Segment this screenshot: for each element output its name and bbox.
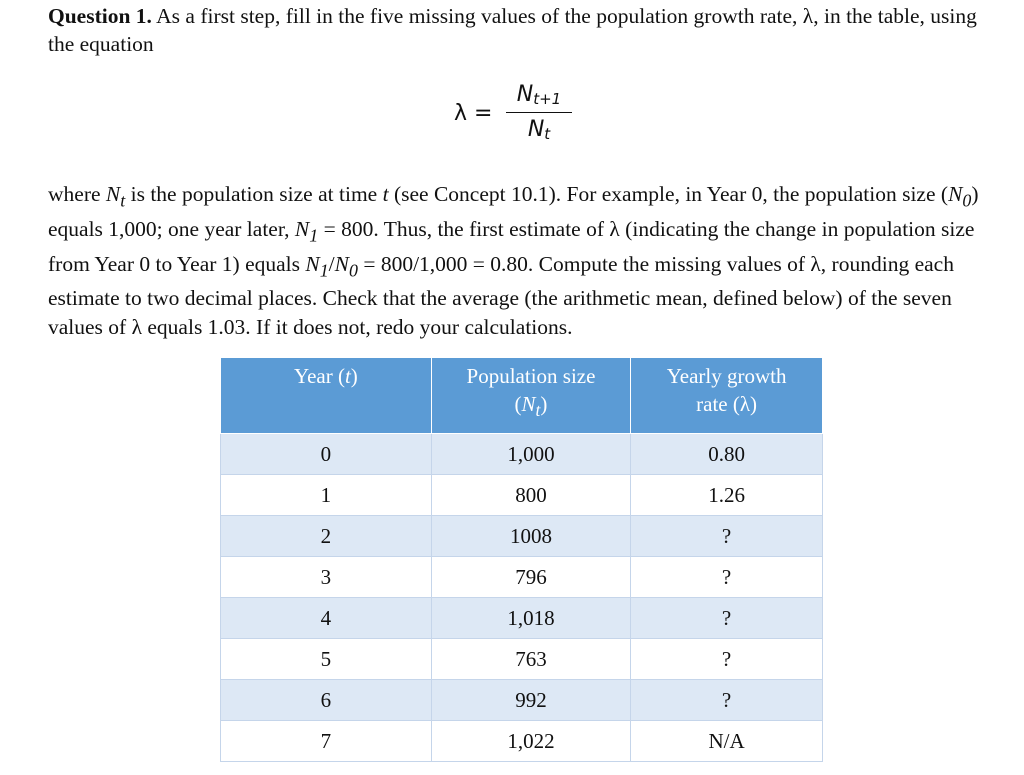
numerator-subscript: t+1 xyxy=(533,90,562,108)
cell-population: 1,018 xyxy=(431,598,630,639)
header-year-label: Year ( xyxy=(294,364,345,388)
cell-year: 2 xyxy=(221,516,432,557)
cell-year: 3 xyxy=(221,557,432,598)
var-n1-subscript: 1 xyxy=(309,225,319,246)
header-rate-line2: rate (λ) xyxy=(696,392,758,416)
population-table xyxy=(220,357,823,762)
cell-rate: ? xyxy=(631,516,823,557)
table-row xyxy=(221,434,823,475)
equation-fraction xyxy=(504,78,574,147)
cell-rate: 1.26 xyxy=(631,475,823,516)
question-heading xyxy=(48,2,1008,58)
cell-population: 1008 xyxy=(431,516,630,557)
table-row xyxy=(221,721,823,762)
equation-lhs: λ = xyxy=(454,101,493,126)
header-year-close: ) xyxy=(350,364,358,388)
text-span: is the population size at time xyxy=(125,182,383,206)
cell-population: 1,022 xyxy=(431,721,630,762)
cell-year: 7 xyxy=(221,721,432,762)
cell-rate: ? xyxy=(631,598,823,639)
cell-rate: ? xyxy=(631,557,823,598)
question-label: Question 1. xyxy=(48,4,152,28)
table-row xyxy=(221,475,823,516)
lambda-equation xyxy=(454,78,584,158)
table-header-row xyxy=(221,358,823,434)
denominator-subscript: t xyxy=(544,125,551,143)
text-span: = 800. Thus, the first estimate of λ (indicating the change in population size from Year 0 to Year 1) equals xyxy=(48,216,975,276)
header-pop-open: ( xyxy=(514,392,522,416)
header-growth-rate xyxy=(631,358,823,434)
header-pop-close: ) xyxy=(540,392,548,416)
var-n0: N xyxy=(948,182,963,206)
cell-population: 1,000 xyxy=(431,434,630,475)
cell-population: 800 xyxy=(431,475,630,516)
header-year-var: t xyxy=(344,364,351,388)
header-population xyxy=(431,358,630,434)
table-row xyxy=(221,516,823,557)
header-pop-line1: Population size xyxy=(466,364,596,388)
header-pop-var-sub: t xyxy=(535,400,541,421)
text-span: = 800/1,000 = 0.80. Compute the missing values of λ, rounding each estimate to two decimal places. Check that the average (the arithmetic mean, defined below) of the seven values of λ equals 1.03. If it does not, redo your calculations. xyxy=(48,251,954,339)
var-n0-subscript: 0 xyxy=(962,190,972,211)
cell-year: 0 xyxy=(221,434,432,475)
var-n-subscript: t xyxy=(120,190,126,211)
header-pop-var: N xyxy=(521,392,536,416)
table-row xyxy=(221,598,823,639)
cell-population: 992 xyxy=(431,680,630,721)
text-span: (see Concept 10.1). For example, in Year 0, the population size ( xyxy=(388,182,949,206)
table-row xyxy=(221,639,823,680)
cell-population: 796 xyxy=(431,557,630,598)
table-row xyxy=(221,557,823,598)
ratio-numerator: N xyxy=(305,251,320,276)
cell-year: 5 xyxy=(221,639,432,680)
ratio-denominator: N xyxy=(334,251,349,276)
cell-year: 4 xyxy=(221,598,432,639)
cell-rate: 0.80 xyxy=(631,434,823,475)
ratio-numerator-subscript: 1 xyxy=(319,259,329,280)
cell-population: 763 xyxy=(431,639,630,680)
denominator-base: N xyxy=(527,117,545,142)
cell-rate: ? xyxy=(631,639,823,680)
var-n1: N xyxy=(294,216,310,241)
cell-rate: N/A xyxy=(631,721,823,762)
header-rate-line1: Yearly growth xyxy=(666,364,787,388)
cell-year: 1 xyxy=(221,475,432,516)
header-year xyxy=(221,358,432,434)
explanation-paragraph xyxy=(48,180,998,341)
cell-year: 6 xyxy=(221,680,432,721)
numerator-base: N xyxy=(516,82,534,107)
equation-numerator xyxy=(504,78,574,112)
equation-denominator xyxy=(504,113,574,147)
ratio-denominator-subscript: 0 xyxy=(349,259,358,280)
cell-rate: ? xyxy=(631,680,823,721)
table-row xyxy=(221,680,823,721)
ratio-slash: / xyxy=(328,251,335,276)
text-span: where xyxy=(48,182,106,206)
text-span: ) equals 1,000; one year later, xyxy=(48,182,979,241)
var-t: t xyxy=(382,182,389,206)
var-n: N xyxy=(105,182,121,206)
question-text: As a first step, fill in the five missing values of the population growth rate, λ, in the table, using the equation xyxy=(48,4,977,56)
